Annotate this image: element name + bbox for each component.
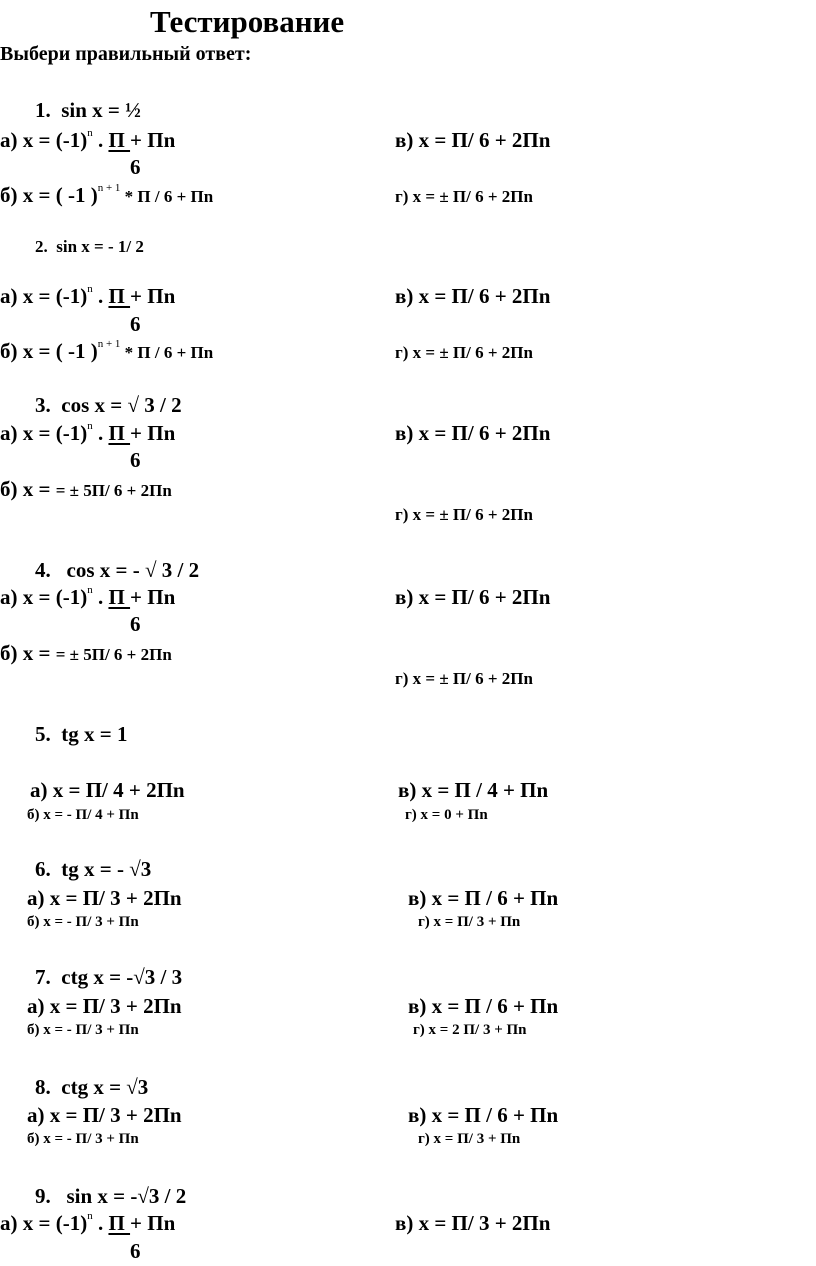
instruction: Выбери правильный ответ:	[0, 43, 252, 65]
question-number: 9.	[35, 1184, 51, 1208]
question-number: 1.	[35, 98, 51, 122]
question-number: 4.	[35, 558, 51, 582]
option-b[interactable]: б) x = - П/ 4 + Пn	[27, 807, 139, 823]
question-number: 7.	[35, 965, 51, 989]
option-g[interactable]: г) x = 2 П/ 3 + Пn	[413, 1022, 527, 1038]
question-text: cos x = √ 3 / 2	[61, 393, 182, 417]
option-v[interactable]: в) x = П/ 6 + 2Пn	[395, 284, 551, 308]
question-number: 3.	[35, 393, 51, 417]
question-number: 2.	[35, 237, 48, 256]
option-a[interactable]: а) x = П/ 3 + 2Пn	[27, 886, 182, 910]
question-text: sin x = ½	[61, 98, 141, 122]
question-number: 8.	[35, 1075, 51, 1099]
option-a[interactable]: а) $x = (-1)^n$ . П + Пn	[0, 1210, 176, 1235]
question-number: 6.	[35, 857, 51, 881]
page-title: Тестирование	[150, 4, 345, 39]
fraction-denominator: 6	[130, 312, 141, 336]
question-text: tg x = 1	[61, 722, 128, 746]
option-v[interactable]: в) x = П / 6 + Пn	[408, 1103, 559, 1127]
option-a[interactable]: а) $x = (-1)^n$ . П + Пn	[0, 127, 176, 152]
option-g[interactable]: г) x = ± П/ 6 + 2Пn	[395, 343, 533, 362]
question-heading	[35, 395, 182, 416]
question-heading	[35, 100, 141, 121]
option-g[interactable]: г) x = П/ 3 + Пn	[418, 914, 521, 930]
option-v[interactable]: в) x = П/ 6 + 2Пn	[395, 585, 551, 609]
question-text: ctg x = √3	[61, 1075, 149, 1099]
option-g[interactable]: г) x = 0 + Пn	[405, 807, 488, 823]
option-g[interactable]: г) x = П/ 3 + Пn	[418, 1131, 521, 1147]
question-text: sin x = -√3 / 2	[66, 1184, 187, 1208]
option-g[interactable]: г) x = ± П/ 6 + 2Пn	[395, 505, 533, 524]
option-g[interactable]: г) x = ± П/ 6 + 2Пn	[395, 669, 533, 688]
option-g[interactable]: г) x = ± П/ 6 + 2Пn	[395, 187, 533, 206]
question-text: sin x = - 1/ 2	[56, 237, 144, 256]
option-a[interactable]: а) x = П/ 3 + 2Пn	[27, 1103, 182, 1127]
fraction-denominator: 6	[130, 155, 141, 179]
option-b[interactable]: б) x = ( -1 )$^{n + 1}$ * П / 6 + Пn	[0, 338, 214, 363]
option-v[interactable]: в) x = П/ 3 + 2Пn	[395, 1211, 551, 1235]
option-a[interactable]: а) $x = (-1)^n$ . П + Пn	[0, 283, 176, 308]
option-b[interactable]: б) x = = ± 5П/ 6 + 2Пn	[0, 477, 172, 501]
option-v[interactable]: в) x = П/ 6 + 2Пn	[395, 421, 551, 445]
question-text: ctg x = -√3 / 3	[61, 965, 183, 989]
question-text: cos x = - √ 3 / 2	[66, 558, 200, 582]
option-v[interactable]: в) x = П/ 6 + 2Пn	[395, 128, 551, 152]
option-a[interactable]: а) $x = (-1)^n$ . П + Пn	[0, 420, 176, 445]
fraction-denominator: 6	[130, 448, 141, 472]
option-b[interactable]: б) x = - П/ 3 + Пn	[27, 914, 139, 930]
option-v[interactable]: в) x = П / 6 + Пn	[408, 886, 559, 910]
question-heading	[35, 1077, 148, 1098]
option-v[interactable]: в) x = П / 4 + Пn	[398, 778, 549, 802]
question-number: 5.	[35, 722, 51, 746]
question-text: tg x = - √3	[61, 857, 152, 881]
question-heading	[35, 560, 199, 581]
question-heading	[35, 967, 182, 988]
fraction-denominator: 6	[130, 1239, 141, 1263]
option-a[interactable]: а) x = П/ 3 + 2Пn	[27, 994, 182, 1018]
fraction-denominator: 6	[130, 612, 141, 636]
option-b[interactable]: б) x = - П/ 3 + Пn	[27, 1131, 139, 1147]
question-heading	[35, 859, 151, 880]
option-b[interactable]: б) x = = ± 5П/ 6 + 2Пn	[0, 641, 172, 665]
question-heading	[35, 1186, 186, 1207]
option-a[interactable]: а) $x = (-1)^n$ . П + Пn	[0, 584, 176, 609]
question-heading	[35, 238, 144, 255]
option-v[interactable]: в) x = П / 6 + Пn	[408, 994, 559, 1018]
option-b[interactable]: б) x = ( -1 )$^{n + 1}$ * П / 6 + Пn	[0, 182, 214, 207]
option-a[interactable]: а) x = П/ 4 + 2Пn	[30, 778, 185, 802]
option-b[interactable]: б) x = - П/ 3 + Пn	[27, 1022, 139, 1038]
question-heading	[35, 724, 127, 745]
